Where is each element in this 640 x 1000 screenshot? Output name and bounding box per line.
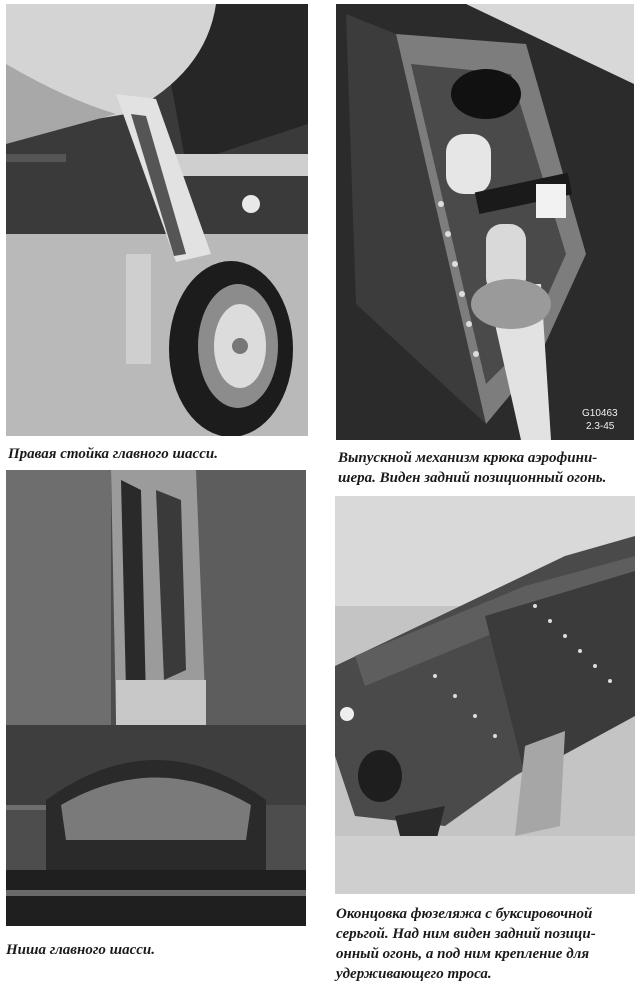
- photo-fuselage-tail-cone: [335, 496, 635, 894]
- hook-mechanism-illustration: [336, 4, 634, 440]
- photo-code: G10463: [582, 408, 618, 419]
- photo-main-landing-gear: [6, 4, 308, 436]
- photo-main-gear-wheel-well: [6, 470, 306, 926]
- landing-gear-illustration: [6, 4, 308, 436]
- tail-cone-illustration: [335, 496, 635, 894]
- wheel-well-illustration: [6, 470, 306, 926]
- caption-main-landing-gear: Правая стойка главного шасси.: [8, 446, 218, 462]
- caption-fuselage-tail-cone: Оконцовка фюзеляжа с буксировочной серьгой. Над ним виден задний позици- онный огонь, а под ним крепление для удерживающего троса.: [336, 906, 596, 982]
- caption-main-gear-wheel-well: Ниша главного шасси.: [6, 942, 156, 958]
- caption-arrester-hook-mechanism: Выпускной механизм крюка аэрофини- шера. Виден задний позиционный огонь.: [338, 450, 607, 486]
- photo-arrester-hook-mechanism: [336, 4, 634, 440]
- photo-date: 2.3-45: [586, 421, 615, 432]
